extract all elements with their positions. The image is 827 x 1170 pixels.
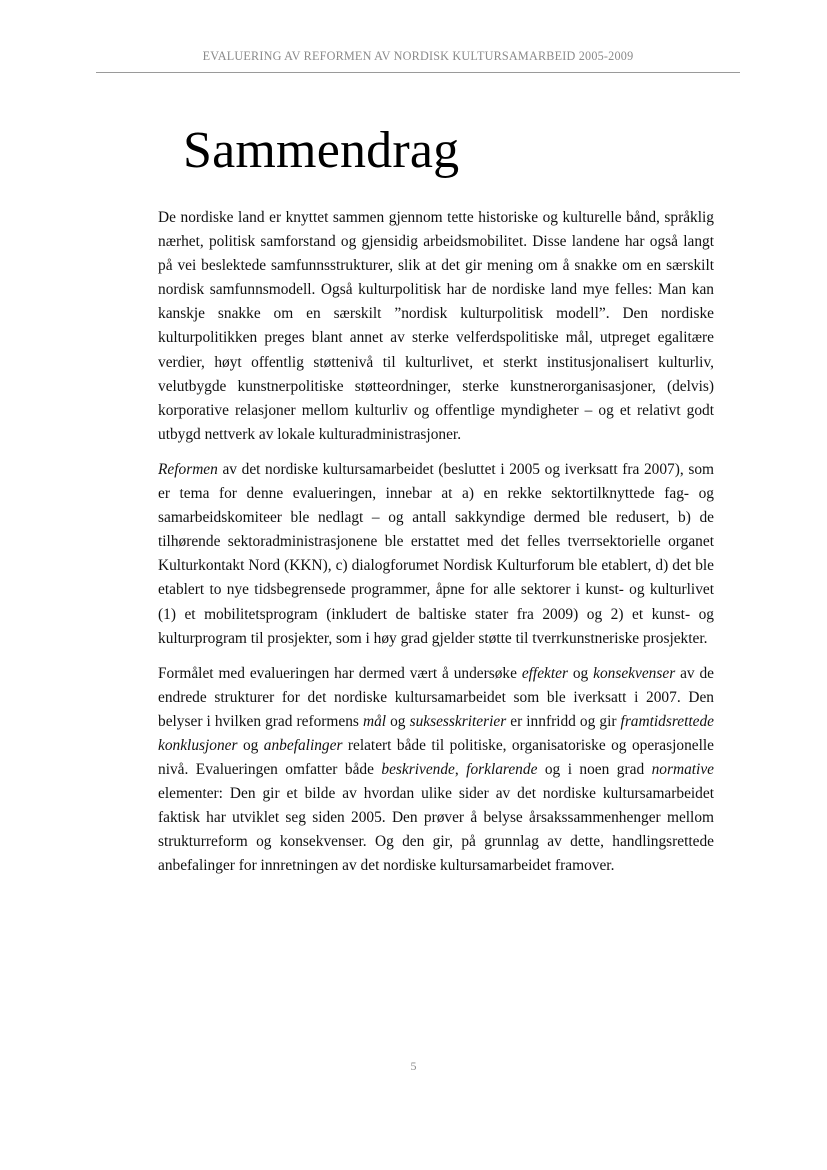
text-run: elementer: Den gir et bilde av hvordan ulike sider av det nordiske kultursamarbeidet faktisk har utviklet seg siden 2005. Den prøver å belyse årsakssammenhenger mellom strukturreform og konsekvenser. Og den gir, på grunnlag av dette, handlingsrettede anbefalinger for innretningen av det nordiske kultursamarbeidet framover. <box>158 785 714 875</box>
header-rule <box>96 72 740 73</box>
emphasis-text: Reformen <box>158 460 218 478</box>
emphasis-text: beskrivende <box>381 761 455 779</box>
emphasis-text: forklarende <box>466 761 538 779</box>
emphasis-text: anbefalinger <box>263 736 343 754</box>
text-run: De nordiske land er knyttet sammen gjennom tette historiske og kulturelle bånd, språklig nærhet, politisk samforstand og gjensidig arbeidsmobilitet. Disse landene har også langt på vei beslektede samfunnsstrukturer, slik at det gir mening om å snakke om en særskilt nordisk samfunnsmodell. Også kulturpolitisk har de nordiske land mye felles: Man kan kanskje snakke om en særskilt ”nordisk kulturpolitisk modell”. Den nordiske kulturpolitikken preges blant annet av sterke velferdspolitiske mål, utpreget egalitære verdier, høyt offentlig støttenivå til kulturlivet, et sterkt institusjonalisert kulturliv, velutbygde kunstnerpolitiske støtteordninger, sterke kunstnerorganisasjoner, (delvis) korporative relasjoner mellom kulturliv og offentlige myndigheter – og et relativt godt utbygd nettverk av lokale kulturadministrasjoner. <box>158 209 714 443</box>
page-number: 5 <box>410 1059 417 1073</box>
text-run: av det nordiske kultursamarbeidet (besluttet i 2005 og iverksatt fra 2007), som er tema for denne evalueringen, innebar at a) en rekke sektortilknyttede fag- og samarbeidskomiteer ble nedlagt – og antall sakkyndige dermed ble redusert, b) de tilhørende sektoradministrasjonene ble erstattet med det felles tverrsektorielle organet Kulturkontakt Nord (KKN), c) dialogforumet Nordisk Kulturforum ble etablert, d) det ble etablert to nye tidsbegrensede programmer, åpne for alle sektorer i kunst- og kulturlivet (1) et mobilitetsprogram (inkludert de baltiske stater fra 2009) og 2) et kunst- og kulturprogram til prosjekter, som i høy grad gjelder støtte til tverrkunstneriske prosjekter. <box>158 460 714 647</box>
body-text <box>158 206 714 890</box>
paragraph-2 <box>158 458 714 651</box>
text-run: av de endrede strukturer for det nordiske kultursamarbeidet som ble iverksatt i 2007. Den belyser i hvilken grad reformens <box>158 664 714 730</box>
paragraph-3 <box>158 662 714 879</box>
text-run: og <box>567 664 594 682</box>
running-header: EVALUERING AV REFORMEN AV NORDISK KULTURSAMARBEID 2005-2009 <box>202 49 634 63</box>
emphasis-text: effekter <box>521 664 568 682</box>
emphasis-text: normative <box>651 761 714 779</box>
emphasis-text: suksesskriterier <box>409 712 507 730</box>
text-run: Formålet med evalueringen har dermed vært å undersøke <box>158 664 522 682</box>
page-title: Sammendrag <box>183 122 460 179</box>
emphasis-text: framtidsrettede konklusjoner <box>158 712 715 754</box>
text-run: og <box>237 736 264 754</box>
emphasis-text: mål <box>362 712 387 730</box>
text-run: relatert både til politiske, organisatoriske og operasjonelle nivå. Evalueringen omfatter både <box>158 736 714 779</box>
text-run: og i noen grad <box>537 761 652 779</box>
paragraph-1 <box>158 206 714 447</box>
text-run: , <box>454 761 467 779</box>
text-run: og <box>386 712 410 730</box>
text-run: er innfridd og gir <box>506 712 621 730</box>
emphasis-text: konsekvenser <box>593 664 676 682</box>
